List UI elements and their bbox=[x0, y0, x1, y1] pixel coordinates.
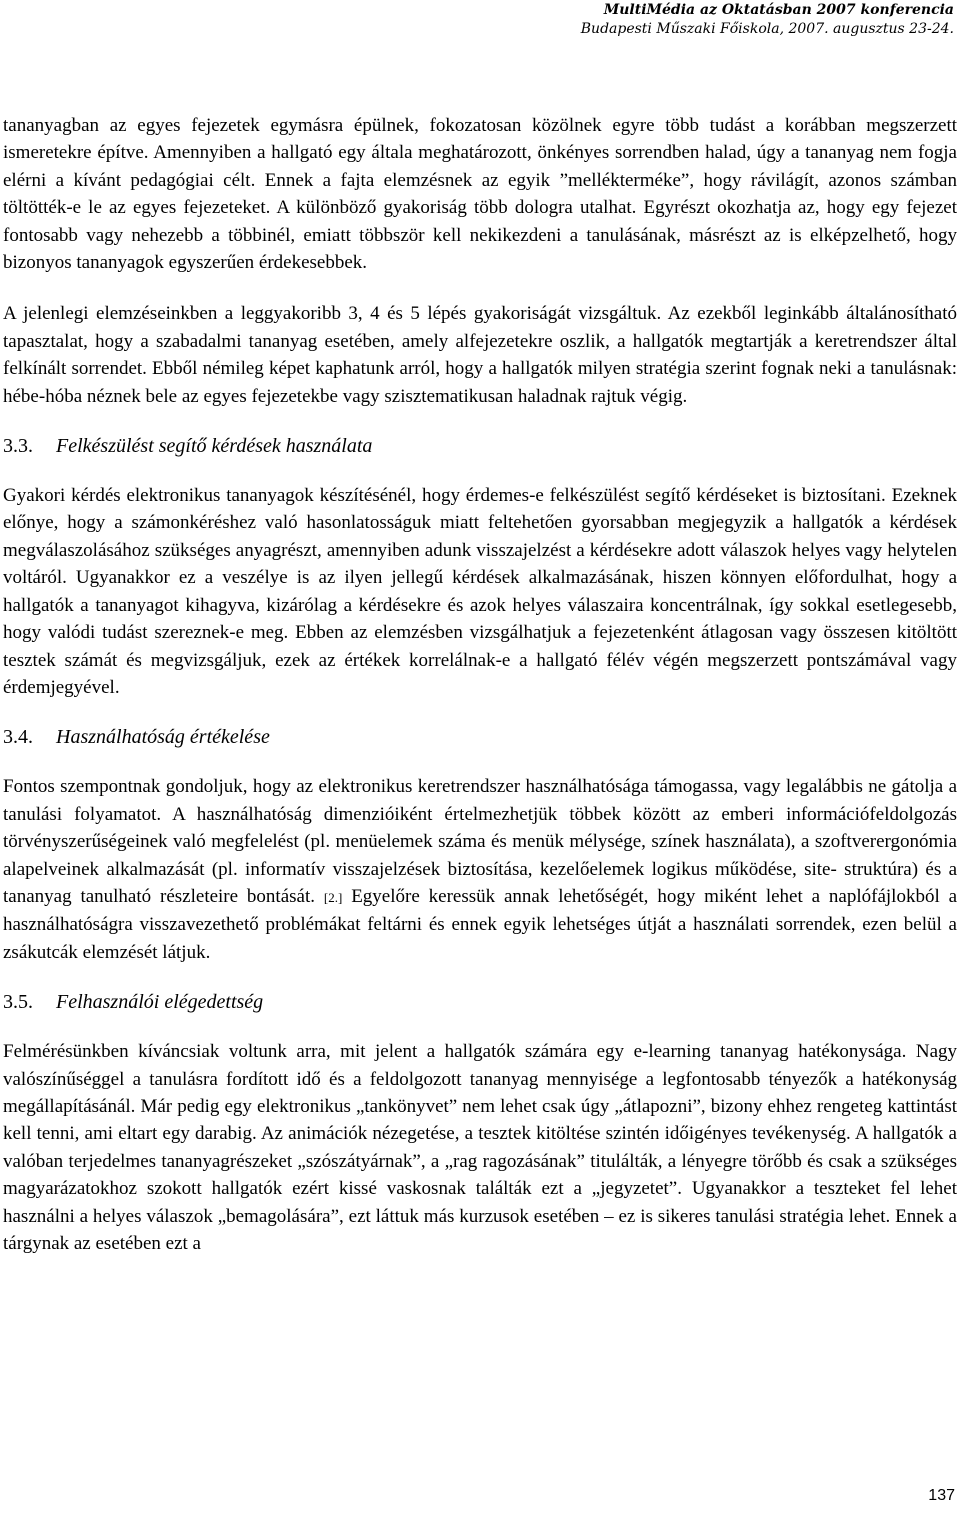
text-line: oszlik, a hallgatók megtartják a keretrendszer által felkínált sorrendet. Ebből némileg képet bbox=[3, 330, 957, 380]
section-number: 3.4. bbox=[3, 726, 33, 749]
section-number: 3.3. bbox=[3, 435, 33, 458]
section-title: Felhasználói elégedettség bbox=[56, 991, 264, 1014]
text-line: alkalmazását (pl. informatív visszajelzések biztosítása, kezelőelemek logikus működése, site- bbox=[106, 858, 837, 880]
text-line: vagy legalábbis ne gátolja a tanulási folyamatot. A használhatóság dimenzióiként értelmezhetjük bbox=[3, 776, 958, 825]
text-line: érdemjegyével. bbox=[3, 676, 120, 698]
text-line: A jelenlegi elemzéseinkben a leggyakoribb 3, 4 és 5 lépés gyakoriságát vizsgáltuk. Az ezekből bbox=[3, 303, 757, 325]
document-body bbox=[3, 112, 957, 1257]
section-heading-3-5 bbox=[3, 990, 957, 1014]
section-title: Felkészülést segítő kérdések használata bbox=[56, 435, 373, 458]
conference-header bbox=[581, 1, 954, 39]
text-line: kaphatunk arról, hogy a hallgatók milyen stratégia szerint fognak neki a tanulásnak: hébe-hóba bbox=[3, 358, 958, 407]
text-line: fontosabb vagy nehezebb a többinél, emiatt többször kell nekikezdeni a tanulásának, másrészt az is bbox=[3, 224, 802, 246]
text-line: kérdéseket is biztosítani. Ezeknek előnye, hogy a számonkéréshez való hasonlatosságuk miatt bbox=[3, 485, 957, 534]
text-line: voltáról. Ugyanakkor ez a veszélye is az ilyen jellegű kérdések alkalmazásának, hiszen könnyen bbox=[3, 567, 786, 589]
text-line: Gyakori kérdés elektronikus tananyagok készítésénél, hogy érdemes-e felkészülést segítő bbox=[3, 485, 691, 507]
text-line: tananyagban az egyes fejezetek egymásra épülnek, fokozatosan közölnek egyre több tudást a bbox=[3, 115, 775, 136]
text-line: más kurzusok esetében – ez is sikeres tanulási stratégia lehet. Ennek a tárgynak az esetében ezt a bbox=[3, 1205, 957, 1254]
text-line: menüelemek száma és menük mélysége, színek használata), a szoftverergonómia alapelveinek bbox=[3, 831, 957, 880]
text-line: önkényes sorrendben halad, úgy a tananyag nem fogja elérni a kívánt pedagógiai célt. Ennek a fajta bbox=[3, 142, 957, 191]
text-line: terjedelmes tananyagrészeket „szószátyárnak”, a „rag ragozásának” titulálták, a lényegre törőbb és bbox=[68, 1150, 823, 1172]
page-number: 137 bbox=[928, 1487, 955, 1504]
text-line: leginkább általánosítható tapasztalat, hogy a szabadalmi tananyag esetében, amely alfejezetekre bbox=[3, 303, 957, 352]
text-line: struktúra) és a tananyag tanulható részleteire bontását. bbox=[3, 858, 958, 907]
text-line: ennek egyik lehetséges útját a használati sorrendek, ezen belül a zsákutcák elemzését látjuk. bbox=[3, 914, 957, 963]
text-line: néznek bele az egyes fejezetekbe vagy szisztematikusan haladnak rajtuk végig. bbox=[86, 385, 688, 407]
text-line: válaszaira koncentrálnak, így sokkal esetlegesebb, hogy valódi tudást szereznek-e meg. Ebben az bbox=[3, 594, 957, 644]
section-heading-3-3 bbox=[3, 434, 957, 458]
text-line: anyagrészt, amennyiben adunk visszajelzést a kérdésekre adott válaszok helyes vagy helytelen bbox=[235, 539, 958, 561]
text-line: előfordulhat, hogy a hallgatók a tananyagot kihagyva, kizárólag a kérdésekre és azok helyes bbox=[3, 567, 958, 616]
text-line: Felmérésünkben kíváncsiak voltunk arra, mit jelent a hallgatók számára egy e-learning tananyag bbox=[3, 1041, 789, 1063]
text-line: többek között az emberi információfeldolgozás törvényszerűségeinek való megfelelést (pl. bbox=[3, 803, 958, 853]
text-line: fejezeteket. A különböző gyakoriság több dologra utalhat. Egyrészt okozhatja az, hogy egy fejezet bbox=[183, 197, 958, 219]
text-line: a legfontosabb tényezők a hatékonyság megállapításánál. Már pedig egy elektronikus „tankönyvet” bbox=[3, 1068, 958, 1117]
paragraph-practice-questions bbox=[3, 482, 957, 701]
text-line: elképzelhető, hogy bizonyos tananyagok egyszerűen érdekesebbek. bbox=[3, 224, 957, 274]
paragraph-chapter-order bbox=[3, 112, 957, 276]
text-line: megvizsgáljuk, ezek az értékek korrelálnak-e a hallgató félév végén megszerzett pontszámával vagy bbox=[150, 649, 957, 671]
text-line: „jegyzetet”. Ugyanakkor a teszteket fel lehet használni a helyes válaszok „bemagolására”, ezt láttuk bbox=[3, 1178, 958, 1227]
paragraph-step-frequency bbox=[3, 300, 957, 410]
text-line: feltehetően gyorsabban megjegyzik a hallgatók a kérdések megválaszolásához szükséges bbox=[3, 512, 957, 561]
text-line: korábban megszerzett ismeretekre építve. Amennyiben a hallgató egy általa meghatározott, bbox=[3, 115, 958, 164]
text-line: Az animációk nézegetése, a tesztek kitöltése szintén időigényes tevékenység. A hallgatók a valóban bbox=[3, 1123, 957, 1172]
text-line: csak a szükséges magyarázatokhoz szokott hallgatók ezért kissé vaskosnak találták ezt a bbox=[3, 1150, 958, 1200]
text-line: hatékonysága. Nagy valószínűséggel a tanulásra fordított idő és a feldolgozott tananyag mennyisége bbox=[3, 1041, 958, 1090]
conference-venue-date: Budapesti Műszaki Főiskola, 2007. augusztus 23-24. bbox=[580, 21, 954, 37]
text-line: elemzésnek az egyik ”mellékterméke”, hogy rávilágít, azonos számban töltötték-e le az egyes bbox=[3, 169, 957, 219]
conference-title: MultiMédia az Oktatásban 2007 konferencia bbox=[603, 2, 954, 18]
paragraph-user-satisfaction bbox=[3, 1038, 957, 1257]
citation-reference: [2.] bbox=[323, 889, 343, 905]
text-line: Egyelőre keressük annak lehetőségét, bbox=[351, 885, 649, 907]
text-line: Fontos szempontnak gondoljuk, hogy az elektronikus keretrendszer használhatósága támogassa, bbox=[3, 776, 739, 798]
paragraph-usability bbox=[3, 773, 957, 966]
section-heading-3-4 bbox=[3, 725, 957, 749]
text-line: elemzésben vizsgálhatjuk a fejezetenként átlagosan vagy összesen kitöltött tesztek számát és bbox=[3, 622, 958, 671]
text-line: nem lehet csak úgy „átlapozni”, bizony ehhez rengeteg kattintást kell tenni, ami eltart egy darabig. bbox=[3, 1095, 957, 1145]
section-title: Használhatóság értékelése bbox=[56, 726, 270, 749]
section-number: 3.5. bbox=[3, 991, 33, 1014]
text-line: hogy miként lehet a naplófájlokból a használhatóságra visszavezethető problémákat feltárni és bbox=[3, 885, 958, 936]
